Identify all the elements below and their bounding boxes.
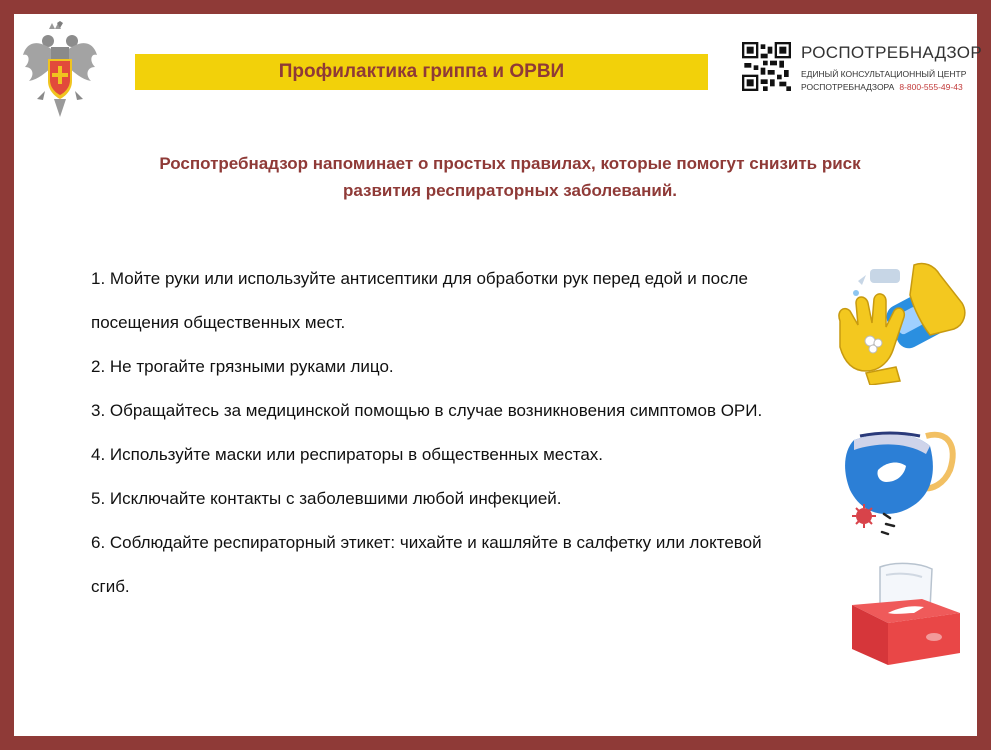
title-banner [135,54,708,90]
rule-item [91,257,881,301]
rule-text: 3. Обращайтесь за медицинской помощью в случае возникновения симптомов ОРИ. [91,401,763,420]
qr-code-icon [742,42,791,91]
brand-block [742,42,982,98]
rules-list [91,257,881,609]
rule-text: 4. Используйте маски или респираторы в общественных местах. [91,445,603,464]
intro-text [100,150,920,204]
intro-line: Роспотребнадзор напоминает о простых правилах, которые помогут снизить риск [159,154,861,173]
rule-item-continuation [91,301,881,345]
rule-item-continuation [91,565,881,609]
poster-page [14,14,982,736]
double-headed-eagle-emblem-icon [21,21,99,121]
rule-item [91,477,881,521]
rule-text: посещения общественных мест. [91,313,346,332]
rule-item [91,521,881,565]
page-title: Профилактика гриппа и ОРВИ [278,61,565,82]
rule-item [91,433,881,477]
rule-text: 5. Исключайте контакты с заболевшими любой инфекцией. [91,489,562,508]
hotline-phone: 8-800-555-49-43 [899,82,963,92]
brand-org: РОСПОТРЕБНАДЗОРА [801,82,895,92]
brand-subtitle-line2 [801,82,963,92]
rule-text: 2. Не трогайте грязными руками лицо. [91,357,394,376]
brand-subtitle: ЕДИНЫЙ КОНСУЛЬТАЦИОННЫЙ ЦЕНТР [801,69,967,79]
hand-sanitizer-icon [826,257,966,385]
face-mask-icon [836,418,961,536]
rule-item [91,389,881,433]
rule-text: сгиб. [91,577,130,596]
intro-line: развития респираторных заболеваний. [342,181,678,200]
tissue-box-icon [846,559,964,669]
rule-item [91,345,881,389]
brand-name: РОСПОТРЕБНАДЗОР [801,43,982,62]
rule-text: 1. Мойте руки или используйте антисептики для обработки рук перед едой и после [91,269,749,288]
rule-text: 6. Соблюдайте респираторный этикет: чихайте и кашляйте в салфетку или локтевой [91,533,762,552]
